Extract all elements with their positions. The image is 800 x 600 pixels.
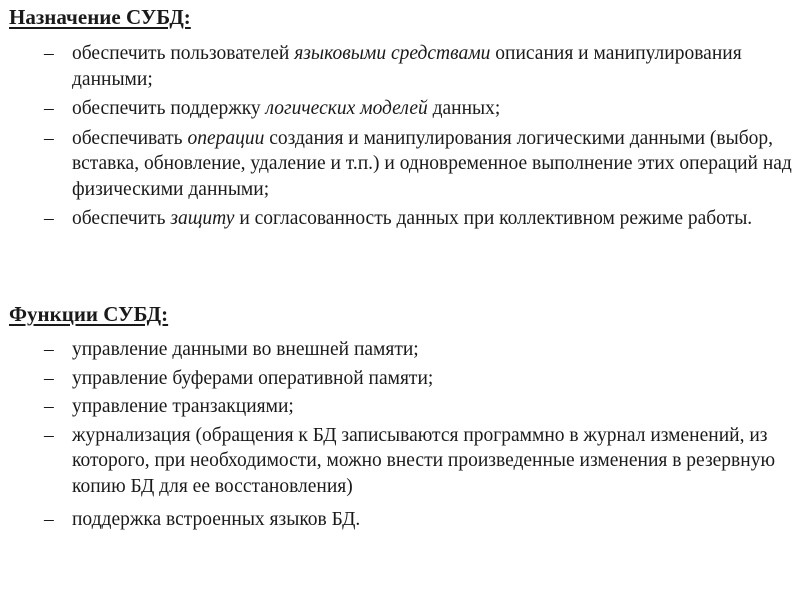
dash-bullet: –	[44, 43, 54, 64]
functions-heading: Функции СУБД:	[9, 302, 169, 326]
dash-bullet: –	[44, 339, 54, 360]
item-text: данных;	[427, 98, 501, 119]
item-text: управление транзакциями;	[72, 396, 294, 417]
dash-bullet: –	[44, 367, 54, 389]
item-text: управление данными во внешней памяти;	[72, 339, 419, 360]
dash-bullet: –	[44, 127, 54, 149]
list-item	[0, 206, 800, 232]
list-item	[0, 366, 800, 392]
list-item	[0, 337, 800, 363]
list-item	[0, 96, 800, 122]
item-emphasis: операции	[187, 127, 265, 149]
item-emphasis: защиту	[170, 208, 235, 229]
item-emphasis: логических моделей	[265, 98, 428, 119]
item-text: обеспечить пользователей	[72, 43, 295, 64]
item-text: описания и манипулирования данными;	[72, 43, 742, 90]
item-text: обеспечить поддержку	[72, 98, 266, 119]
item-text: поддержка встроенных языков БД.	[72, 509, 361, 530]
item-text: обеспечить	[72, 208, 171, 229]
item-emphasis: языковыми средствами	[294, 43, 491, 64]
list-item	[0, 126, 800, 203]
dash-bullet: –	[44, 208, 54, 229]
dash-bullet: –	[44, 424, 54, 446]
purpose-list	[0, 41, 800, 236]
functions-list	[0, 337, 800, 536]
purpose-heading: Назначение СУБД:	[9, 5, 191, 29]
item-text: обеспечивать	[72, 127, 188, 149]
dash-bullet: –	[44, 509, 54, 530]
list-item	[0, 507, 800, 533]
item-text: и согласованность данных при коллективном режиме работы.	[234, 208, 753, 229]
dash-bullet: –	[44, 396, 54, 417]
item-text: создания и манипулирования логическими данными (выбор, вставка, обновление, удаление и т.п.) и одновременное выполнение этих операций над физическими данными;	[72, 127, 792, 200]
dash-bullet: –	[44, 98, 54, 119]
item-text: журнализация (обращения к БД записываются программно в журнал изменений, из которого, при необходимости, можно внести произведенные изменения в резервную копию БД для ее восстановления)	[72, 424, 776, 497]
list-item	[0, 41, 800, 92]
list-item	[0, 394, 800, 420]
item-text: управление буферами оперативной памяти;	[72, 367, 434, 389]
list-item	[0, 423, 800, 500]
